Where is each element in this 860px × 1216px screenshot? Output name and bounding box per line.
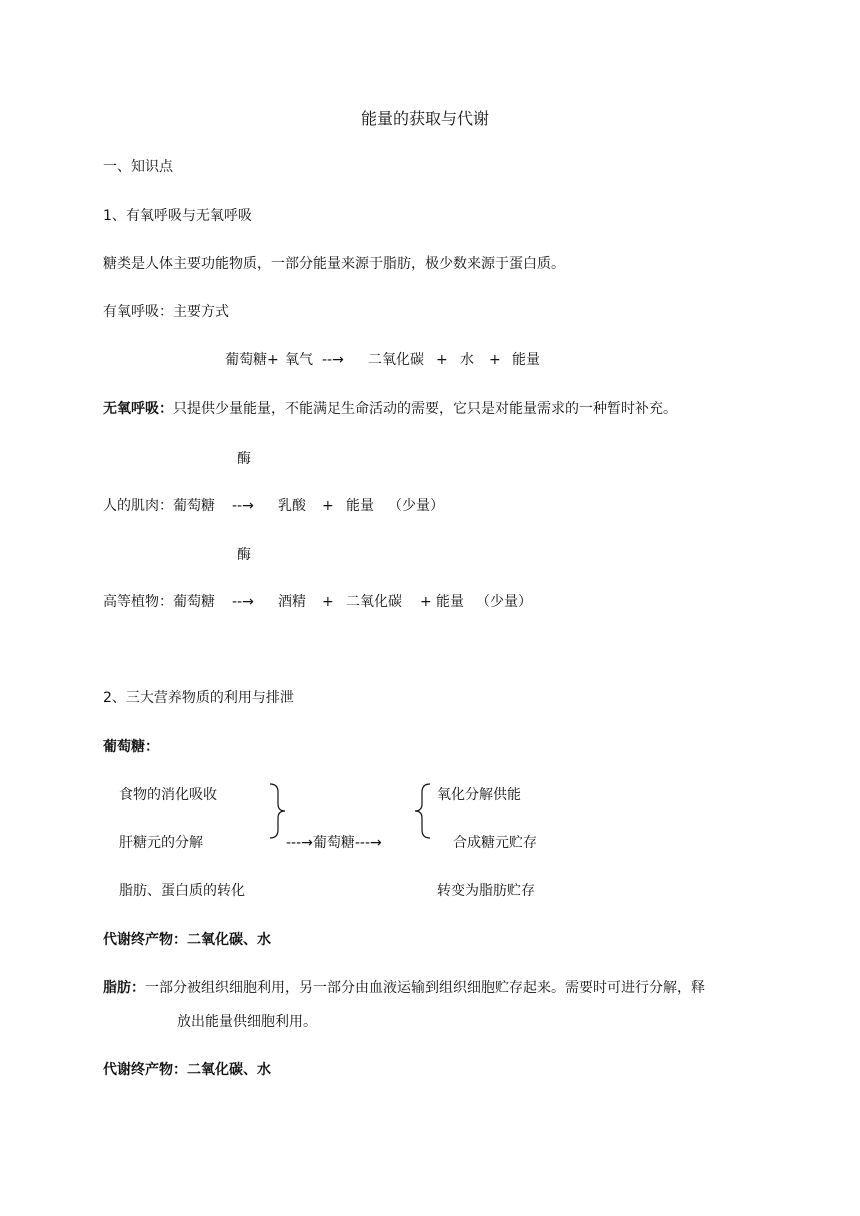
use-item: 转变为脂肪贮存 — [437, 883, 535, 899]
fat-text: 一部分被组织细胞利用，另一部分由血液运输到组织细胞贮存起来。需要时可进行分解，释 — [145, 980, 705, 996]
use-item: 合成糖元贮存 — [453, 835, 537, 851]
fat-line — [103, 978, 705, 998]
end-product: 代谢终产物：二氧化碳、水 — [103, 1062, 271, 1078]
flow-center: ---→葡萄糖---→ — [286, 835, 382, 851]
eq-plus: + — [420, 594, 432, 610]
eq-arrow: --→ — [322, 352, 344, 368]
fat-text-continued: 放出能量供细胞利用。 — [177, 1014, 317, 1030]
eq-plus: + — [322, 594, 334, 610]
eq-product-energy: 能量 — [512, 352, 540, 368]
enzyme-label: 酶 — [237, 451, 251, 467]
source-item: 脂肪、蛋白质的转化 — [119, 883, 245, 899]
anaerobic-line — [103, 399, 677, 419]
intro-paragraph: 糖类是人体主要功能物质，一部分能量来源于脂肪，极少数来源于蛋白质。 — [103, 256, 565, 272]
source-item: 肝糖元的分解 — [119, 835, 203, 851]
glucose-label: 葡萄糖： — [103, 739, 159, 755]
use-item: 氧化分解供能 — [437, 787, 521, 803]
enzyme-label: 酶 — [237, 547, 251, 563]
eq-product-energy: 能量 — [436, 594, 464, 610]
topic2-heading: 2、三大营养物质的利用与排泄 — [103, 690, 294, 706]
eq-arrow: --→ — [232, 594, 254, 610]
eq-plus: + — [322, 498, 334, 514]
end-product: 代谢终产物：二氧化碳、水 — [103, 932, 271, 948]
anaerobic-text: 只提供少量能量，不能满足生命活动的需要，它只是对能量需求的一种暂时补充。 — [173, 401, 677, 417]
eq-arrow: --→ — [232, 498, 254, 514]
anaerobic-label: 无氧呼吸： — [103, 401, 173, 417]
eq-product-water: 水 — [460, 352, 474, 368]
section-heading: 一、知识点 — [103, 159, 173, 175]
plant-label: 高等植物：葡萄糖 — [103, 594, 215, 610]
eq-product-alcohol: 酒精 — [278, 594, 306, 610]
left-brace-icon — [412, 782, 434, 840]
aerobic-label: 有氧呼吸：主要方式 — [103, 304, 229, 320]
right-brace-icon — [266, 782, 288, 840]
fat-label: 脂肪： — [103, 980, 145, 996]
eq-note: （少量） — [476, 594, 532, 610]
page-title: 能量的获取与代谢 — [361, 109, 490, 128]
source-item: 食物的消化吸收 — [119, 787, 217, 803]
muscle-label: 人的肌肉：葡萄糖 — [103, 498, 215, 514]
eq-product-co2: 二氧化碳 — [368, 352, 424, 368]
eq-plus: + — [489, 352, 501, 368]
eq-reactant-oxygen: 氧气 — [285, 352, 313, 368]
topic1-heading: 1、有氧呼吸与无氧呼吸 — [103, 208, 252, 224]
eq-reactant-glucose: 葡萄糖+ — [225, 352, 279, 368]
eq-plus: + — [436, 352, 448, 368]
eq-product-energy: 能量 — [346, 498, 374, 514]
eq-product-lactic-acid: 乳酸 — [278, 498, 306, 514]
eq-product-co2: 二氧化碳 — [346, 594, 402, 610]
eq-note: （少量） — [388, 498, 444, 514]
